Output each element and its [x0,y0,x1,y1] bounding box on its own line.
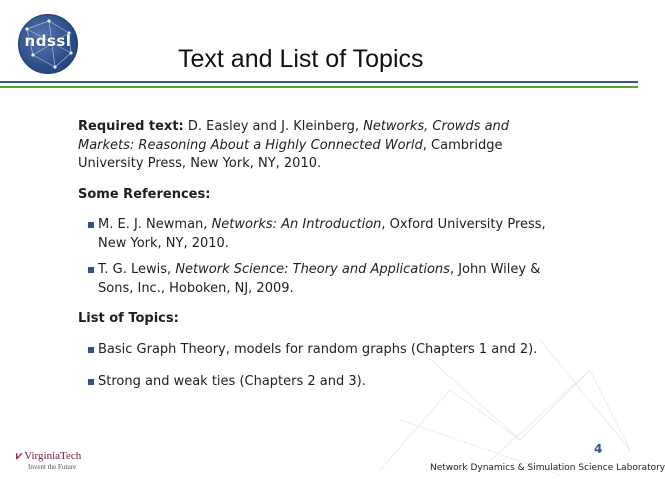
topic-text: Strong and weak ties (Chapters 2 and 3). [98,374,366,389]
topics-list [78,341,548,392]
lab-name: Network Dynamics & Simulation Science Laboratory [430,463,665,473]
page-number: 4 [594,442,603,456]
required-book-title: Networks, Crowds and Markets: Reasoning About a Highly Connected World [78,119,510,153]
references-heading: Some References: [78,186,211,202]
bullet-icon [88,379,94,385]
ndssl-logo [18,14,78,74]
reference-title: Networks: An Introduction [211,217,382,232]
university-name: VirginiaTech [24,450,82,462]
required-text-label: Required text: [78,119,184,134]
reference-details: , John Wiley & Sons, Inc., Hoboken, NJ, 2009. [98,262,541,296]
bullet-icon [88,222,94,228]
required-text-paragraph [78,118,548,174]
bullet-icon [88,347,94,353]
references-list [78,216,548,298]
topics-heading: List of Topics: [78,311,179,326]
university-tagline: Invent the Future [28,463,77,471]
title-rule-green [0,86,638,88]
topic-text: Basic Graph Theory, models for random graphs (Chapters 1 and 2). [98,341,538,357]
vt-mark-icon: ⩗ [16,450,23,462]
topic-item [78,341,548,360]
reference-details: , Oxford University Press, New York, NY, 2010. [98,217,546,251]
virginia-tech-logo [16,451,81,473]
slide-content [78,118,548,406]
reference-title: Network Science: Theory and Applications [175,262,450,277]
slide-title: Text and List of Topics [178,45,424,73]
reference-item [78,216,548,253]
topic-item [78,373,548,392]
reference-author: T. G. Lewis, [98,262,172,277]
title-rule-blue [0,81,638,83]
bullet-icon [88,267,94,273]
required-authors: D. Easley and J. Kleinberg, [187,119,359,134]
required-publisher: , Cambridge University Press, New York, NY, 2010. [78,137,503,171]
logo-text: ndssl [24,32,72,50]
reference-item [78,261,548,298]
reference-author: M. E. J. Newman, [98,217,208,232]
